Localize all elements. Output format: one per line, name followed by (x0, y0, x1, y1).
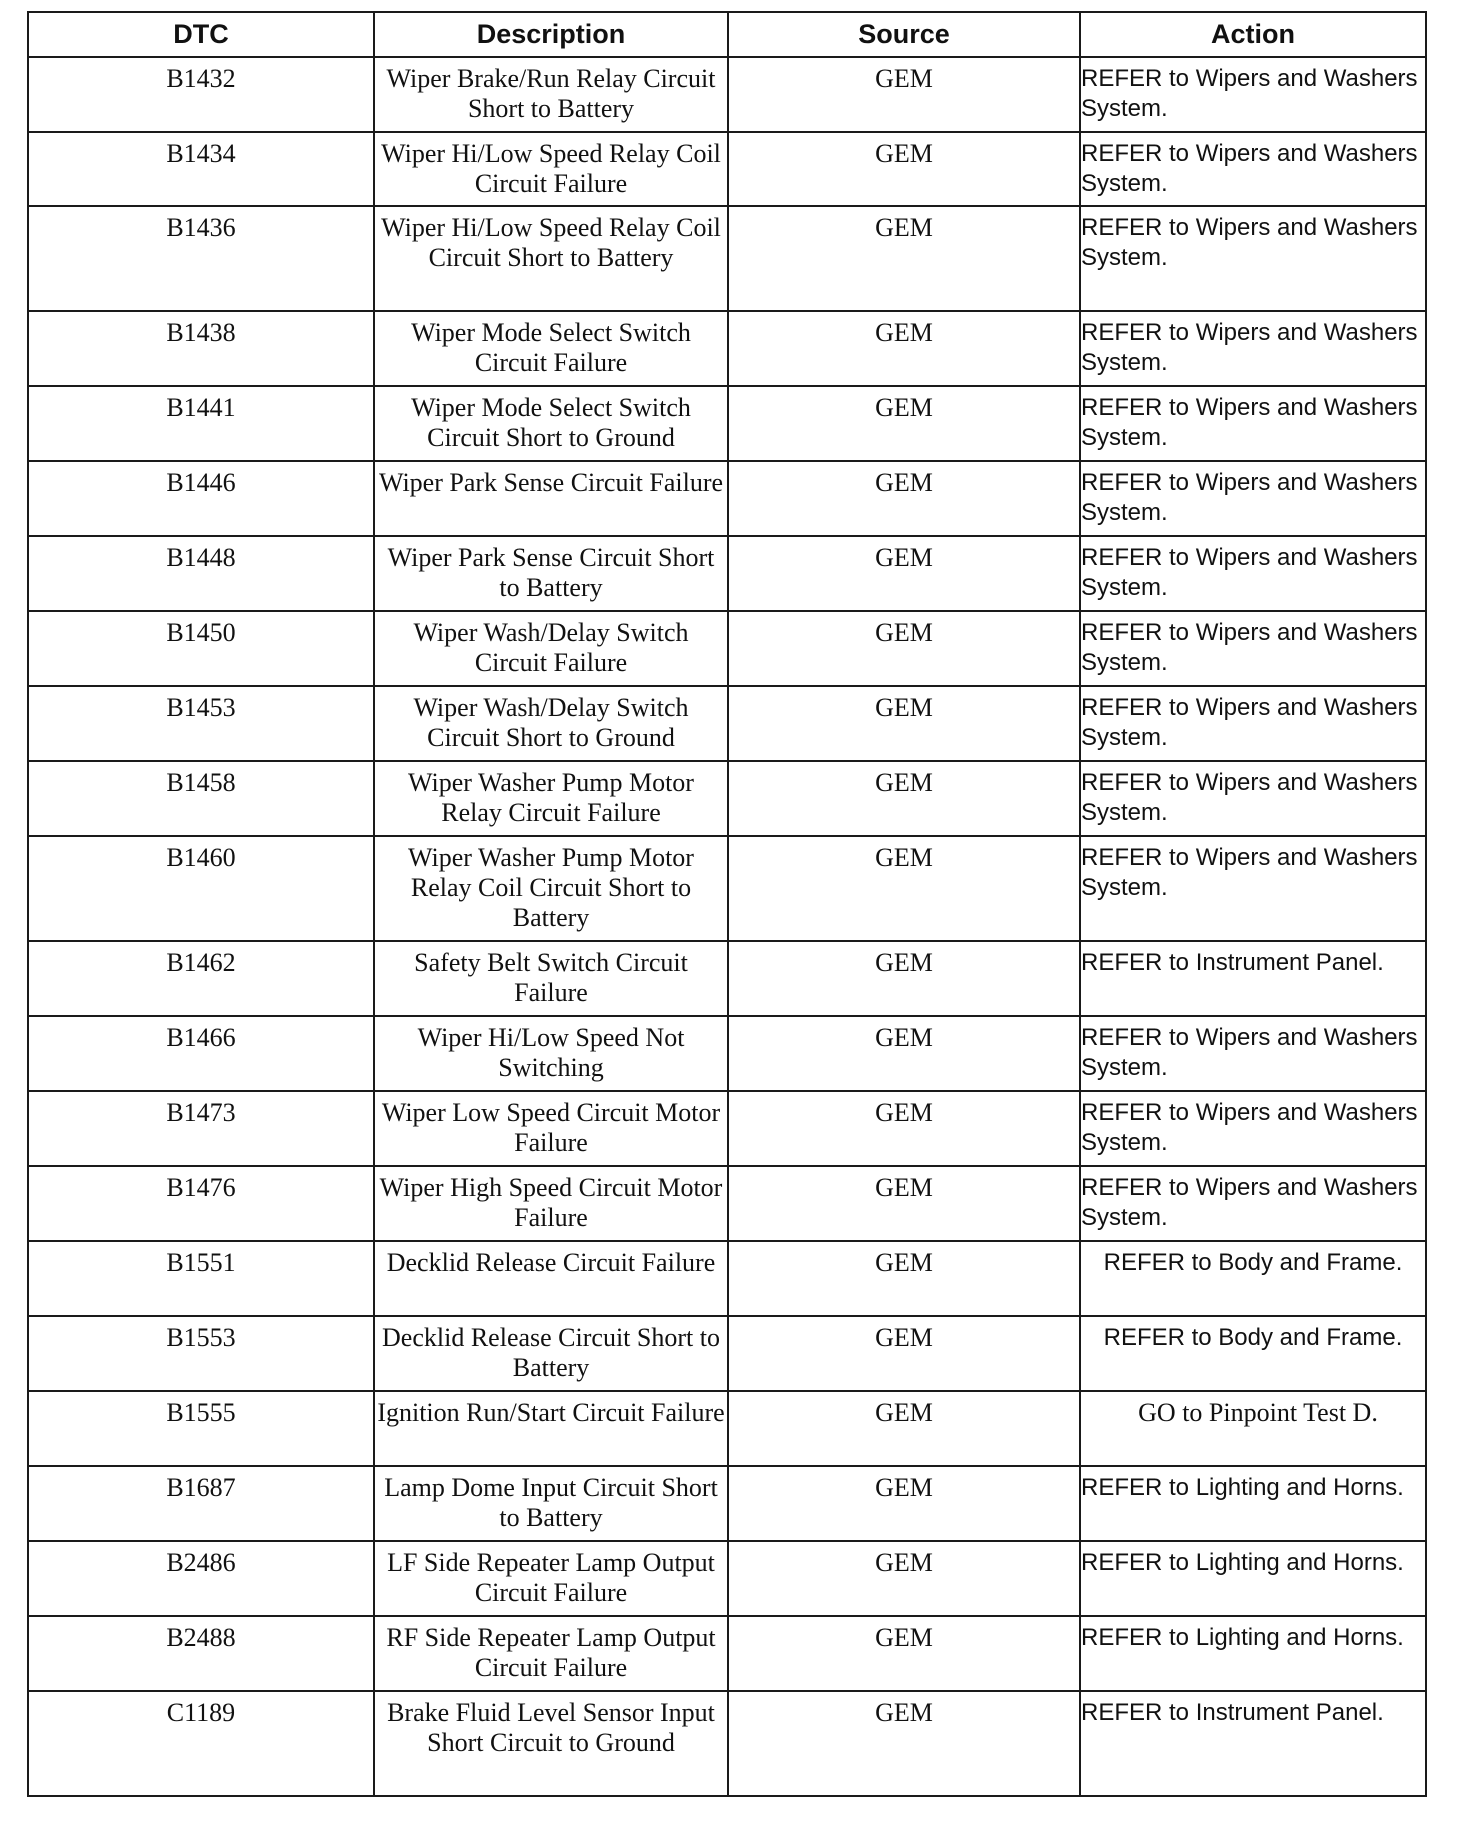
header-description: Description (374, 12, 728, 57)
table-row (28, 1316, 1426, 1391)
table-body (28, 57, 1426, 1796)
dtc-code: B1446 (28, 461, 374, 536)
dtc-code: B1466 (28, 1016, 374, 1091)
description-cell: Wiper Park Sense Circuit Short to Battery (374, 536, 728, 611)
action-cell: REFER to Wipers and Washers System. (1080, 206, 1426, 311)
table-row (28, 206, 1426, 311)
dtc-code: B1434 (28, 132, 374, 206)
action-cell: REFER to Wipers and Washers System. (1080, 836, 1426, 941)
table-row (28, 1016, 1426, 1091)
source-cell: GEM (728, 536, 1080, 611)
source-cell: GEM (728, 1166, 1080, 1241)
table-row (28, 1691, 1426, 1796)
source-cell: GEM (728, 1241, 1080, 1316)
description-cell: Wiper Wash/Delay Switch Circuit Failure (374, 611, 728, 686)
action-cell: REFER to Wipers and Washers System. (1080, 536, 1426, 611)
description-cell: Wiper Hi/Low Speed Not Switching (374, 1016, 728, 1091)
action-cell: REFER to Wipers and Washers System. (1080, 611, 1426, 686)
source-cell: GEM (728, 461, 1080, 536)
source-cell: GEM (728, 57, 1080, 132)
dtc-code: B1458 (28, 761, 374, 836)
dtc-code: B1438 (28, 311, 374, 386)
description-cell: LF Side Repeater Lamp Output Circuit Failure (374, 1541, 728, 1616)
source-cell: GEM (728, 1391, 1080, 1466)
description-cell: Lamp Dome Input Circuit Short to Battery (374, 1466, 728, 1541)
action-cell: REFER to Lighting and Horns. (1080, 1466, 1426, 1541)
description-cell: Wiper Mode Select Switch Circuit Failure (374, 311, 728, 386)
description-cell: Ignition Run/Start Circuit Failure (374, 1391, 728, 1466)
description-cell: Wiper Hi/Low Speed Relay Coil Circuit Short to Battery (374, 206, 728, 311)
source-cell: GEM (728, 1091, 1080, 1166)
table-row (28, 1541, 1426, 1616)
description-cell: Wiper Wash/Delay Switch Circuit Short to Ground (374, 686, 728, 761)
source-cell: GEM (728, 311, 1080, 386)
dtc-code: B1436 (28, 206, 374, 311)
action-cell: REFER to Wipers and Washers System. (1080, 311, 1426, 386)
description-cell: RF Side Repeater Lamp Output Circuit Failure (374, 1616, 728, 1691)
source-cell: GEM (728, 761, 1080, 836)
dtc-code: C1189 (28, 1691, 374, 1796)
action-cell: REFER to Wipers and Washers System. (1080, 132, 1426, 206)
action-cell: REFER to Wipers and Washers System. (1080, 1016, 1426, 1091)
header-dtc: DTC (28, 12, 374, 57)
dtc-code: B2486 (28, 1541, 374, 1616)
action-cell: REFER to Wipers and Washers System. (1080, 57, 1426, 132)
source-cell: GEM (728, 836, 1080, 941)
table-row (28, 686, 1426, 761)
source-cell: GEM (728, 941, 1080, 1016)
action-cell: REFER to Instrument Panel. (1080, 941, 1426, 1016)
description-cell: Wiper Mode Select Switch Circuit Short to Ground (374, 386, 728, 461)
action-cell: REFER to Wipers and Washers System. (1080, 1091, 1426, 1166)
dtc-code: B1432 (28, 57, 374, 132)
dtc-code: B1441 (28, 386, 374, 461)
dtc-code: B1476 (28, 1166, 374, 1241)
source-cell: GEM (728, 386, 1080, 461)
table-row (28, 1616, 1426, 1691)
table-row (28, 761, 1426, 836)
table-row (28, 1091, 1426, 1166)
source-cell: GEM (728, 1541, 1080, 1616)
table-row (28, 536, 1426, 611)
header-row (28, 12, 1426, 57)
header-action: Action (1080, 12, 1426, 57)
source-cell: GEM (728, 1316, 1080, 1391)
action-cell: REFER to Wipers and Washers System. (1080, 761, 1426, 836)
table-row (28, 1391, 1426, 1466)
source-cell: GEM (728, 686, 1080, 761)
table-row (28, 386, 1426, 461)
dtc-code: B2488 (28, 1616, 374, 1691)
source-cell: GEM (728, 1466, 1080, 1541)
table-row (28, 1166, 1426, 1241)
action-cell: REFER to Wipers and Washers System. (1080, 461, 1426, 536)
table-row (28, 611, 1426, 686)
dtc-table (27, 11, 1427, 1797)
table-row (28, 1466, 1426, 1541)
action-cell: REFER to Instrument Panel. (1080, 1691, 1426, 1796)
dtc-code: B1460 (28, 836, 374, 941)
description-cell: Wiper High Speed Circuit Motor Failure (374, 1166, 728, 1241)
action-cell: REFER to Lighting and Horns. (1080, 1541, 1426, 1616)
dtc-code: B1462 (28, 941, 374, 1016)
action-cell: REFER to Body and Frame. (1080, 1316, 1426, 1391)
dtc-code: B1687 (28, 1466, 374, 1541)
table-row (28, 836, 1426, 941)
dtc-code: B1473 (28, 1091, 374, 1166)
action-cell: REFER to Wipers and Washers System. (1080, 386, 1426, 461)
description-cell: Wiper Brake/Run Relay Circuit Short to Battery (374, 57, 728, 132)
description-cell: Wiper Low Speed Circuit Motor Failure (374, 1091, 728, 1166)
dtc-code: B1453 (28, 686, 374, 761)
dtc-code: B1551 (28, 1241, 374, 1316)
table-row (28, 1241, 1426, 1316)
description-cell: Decklid Release Circuit Failure (374, 1241, 728, 1316)
table-row (28, 941, 1426, 1016)
source-cell: GEM (728, 1616, 1080, 1691)
dtc-code: B1450 (28, 611, 374, 686)
description-cell: Decklid Release Circuit Short to Battery (374, 1316, 728, 1391)
source-cell: GEM (728, 1691, 1080, 1796)
action-cell: REFER to Lighting and Horns. (1080, 1616, 1426, 1691)
description-cell: Wiper Washer Pump Motor Relay Coil Circuit Short to Battery (374, 836, 728, 941)
table-header (28, 12, 1426, 57)
header-source: Source (728, 12, 1080, 57)
dtc-code: B1555 (28, 1391, 374, 1466)
source-cell: GEM (728, 206, 1080, 311)
description-cell: Safety Belt Switch Circuit Failure (374, 941, 728, 1016)
action-cell: GO to Pinpoint Test D. (1080, 1391, 1426, 1466)
description-cell: Wiper Park Sense Circuit Failure (374, 461, 728, 536)
table-row (28, 461, 1426, 536)
table-row (28, 57, 1426, 132)
description-cell: Brake Fluid Level Sensor Input Short Circuit to Ground (374, 1691, 728, 1796)
action-cell: REFER to Wipers and Washers System. (1080, 1166, 1426, 1241)
dtc-code: B1448 (28, 536, 374, 611)
description-cell: Wiper Washer Pump Motor Relay Circuit Failure (374, 761, 728, 836)
source-cell: GEM (728, 611, 1080, 686)
table-row (28, 132, 1426, 206)
action-cell: REFER to Body and Frame. (1080, 1241, 1426, 1316)
dtc-code: B1553 (28, 1316, 374, 1391)
action-cell: REFER to Wipers and Washers System. (1080, 686, 1426, 761)
description-cell: Wiper Hi/Low Speed Relay Coil Circuit Failure (374, 132, 728, 206)
table-row (28, 311, 1426, 386)
source-cell: GEM (728, 132, 1080, 206)
source-cell: GEM (728, 1016, 1080, 1091)
